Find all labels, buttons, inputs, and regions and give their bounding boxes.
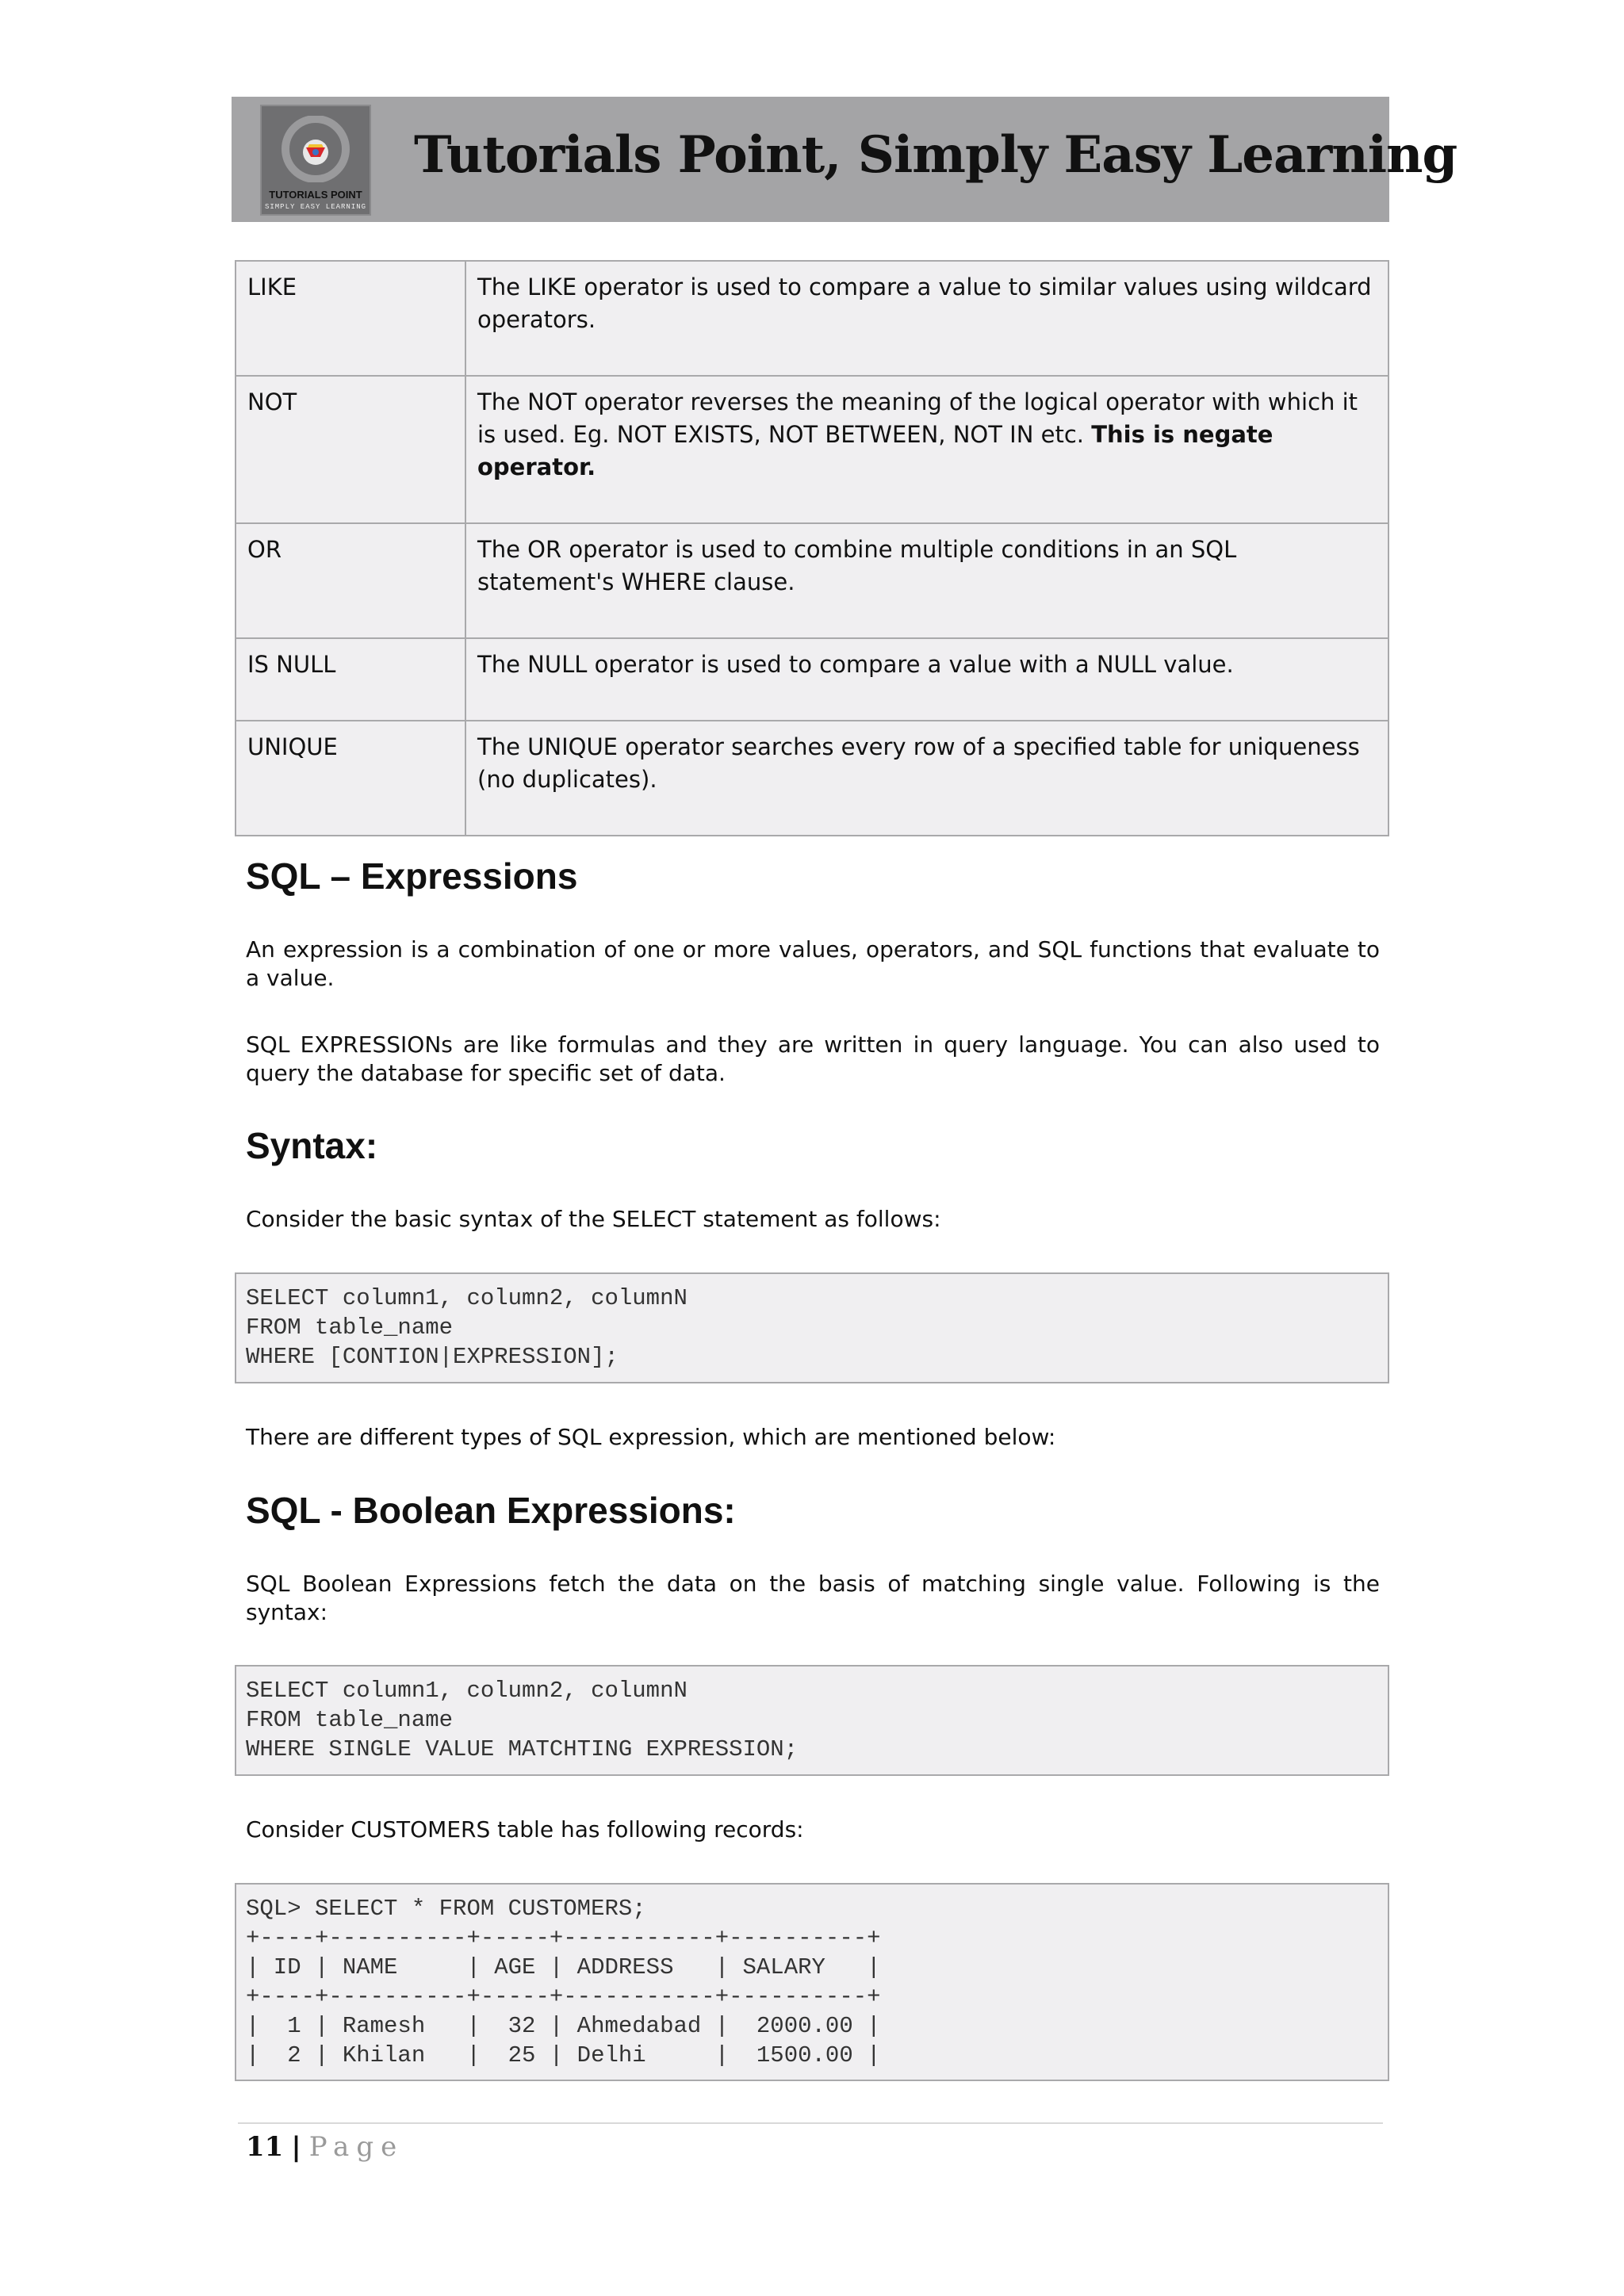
operator-description: The NULL operator is used to compare a value with a NULL value. [465, 638, 1388, 721]
code-line: | 1 | Ramesh | 32 | Ahmedabad | 2000.00 | [246, 2013, 881, 2039]
syntax-intro: Consider the basic syntax of the SELECT statement as follows: [246, 1206, 941, 1232]
operator-description: The OR operator is used to combine multiple conditions in an SQL statement's WHERE clause. [465, 523, 1388, 638]
operator-name: LIKE [236, 261, 465, 376]
page-footer [246, 2131, 404, 2163]
boolean-heading: SQL - Boolean Expressions: [246, 1490, 736, 1531]
boolean-intro: SQL Boolean Expressions fetch the data on the basis of matching single value. Following is the syntax: [246, 1571, 1380, 1625]
page-number: 11 [246, 2131, 284, 2163]
syntax-code-block [235, 1272, 1389, 1383]
tutorials-point-logo [260, 105, 371, 216]
page-label: Page [308, 2131, 404, 2163]
expressions-paragraph-1: An expression is a combination of one or more values, operators, and SQL functions that evaluate to a value. [246, 936, 1380, 991]
operators-table [235, 260, 1389, 836]
code-line: FROM table_name [246, 1314, 454, 1341]
code-line: FROM table_name [246, 1707, 454, 1733]
logo-text: TUTORIALS POINT [269, 189, 362, 201]
code-line: WHERE SINGLE VALUE MATCHTING EXPRESSION; [246, 1736, 799, 1762]
table-row [236, 638, 1388, 721]
operator-name: IS NULL [236, 638, 465, 721]
operator-description [465, 376, 1388, 523]
code-line: WHERE [CONTION|EXPRESSION]; [246, 1344, 619, 1370]
code-line: | 2 | Khilan | 25 | Delhi | 1500.00 | [246, 2042, 881, 2068]
customers-intro: Consider CUSTOMERS table has following records: [246, 1816, 804, 1843]
table-row [236, 523, 1388, 638]
description-bold-text: This is negate operator. [477, 421, 1274, 480]
table-row [236, 261, 1388, 376]
description-text: The NOT operator reverses the meaning of the logical operator with which it is used. Eg. NOT EXISTS, NOT BETWEEN, NOT IN etc. [477, 388, 1358, 448]
syntax-heading: Syntax: [246, 1125, 378, 1166]
code-line: SELECT column1, column2, columnN [246, 1678, 688, 1704]
footer-separator: | [291, 2131, 301, 2163]
header-banner [232, 97, 1457, 222]
expression-types-text: There are different types of SQL expression, which are mentioned below: [246, 1424, 1056, 1450]
code-line: | ID | NAME | AGE | ADDRESS | SALARY | [246, 1954, 881, 1980]
code-line: +----+----------+-----+-----------+----------+ [246, 1984, 881, 2010]
operator-name: OR [236, 523, 465, 638]
code-line: SQL> SELECT * FROM CUSTOMERS; [246, 1896, 646, 1922]
customers-code-block [235, 1883, 1389, 2081]
logo-subtext: SIMPLY EASY LEARNING [264, 203, 367, 211]
table-row [236, 721, 1388, 836]
operator-name: NOT [236, 376, 465, 523]
operator-description: The UNIQUE operator searches every row of a specified table for uniqueness (no duplicates). [465, 721, 1388, 836]
code-line: +----+----------+-----+-----------+----------+ [246, 1925, 881, 1951]
operator-description: The LIKE operator is used to compare a value to similar values using wildcard operators. [465, 261, 1388, 376]
footer-divider [238, 2122, 1383, 2124]
table-row [236, 376, 1388, 523]
boolean-code-block [235, 1665, 1389, 1776]
operator-name: UNIQUE [236, 721, 465, 836]
expressions-paragraph-2: SQL EXPRESSIONs are like formulas and they are written in query language. You can also used to query the database for specific set of data. [246, 1031, 1380, 1086]
logo-emblem-icon [274, 116, 357, 182]
page-title: Tutorials Point, Simply Easy Learning [414, 125, 1457, 185]
code-line: SELECT column1, column2, columnN [246, 1285, 688, 1311]
expressions-heading: SQL – Expressions [246, 855, 578, 897]
